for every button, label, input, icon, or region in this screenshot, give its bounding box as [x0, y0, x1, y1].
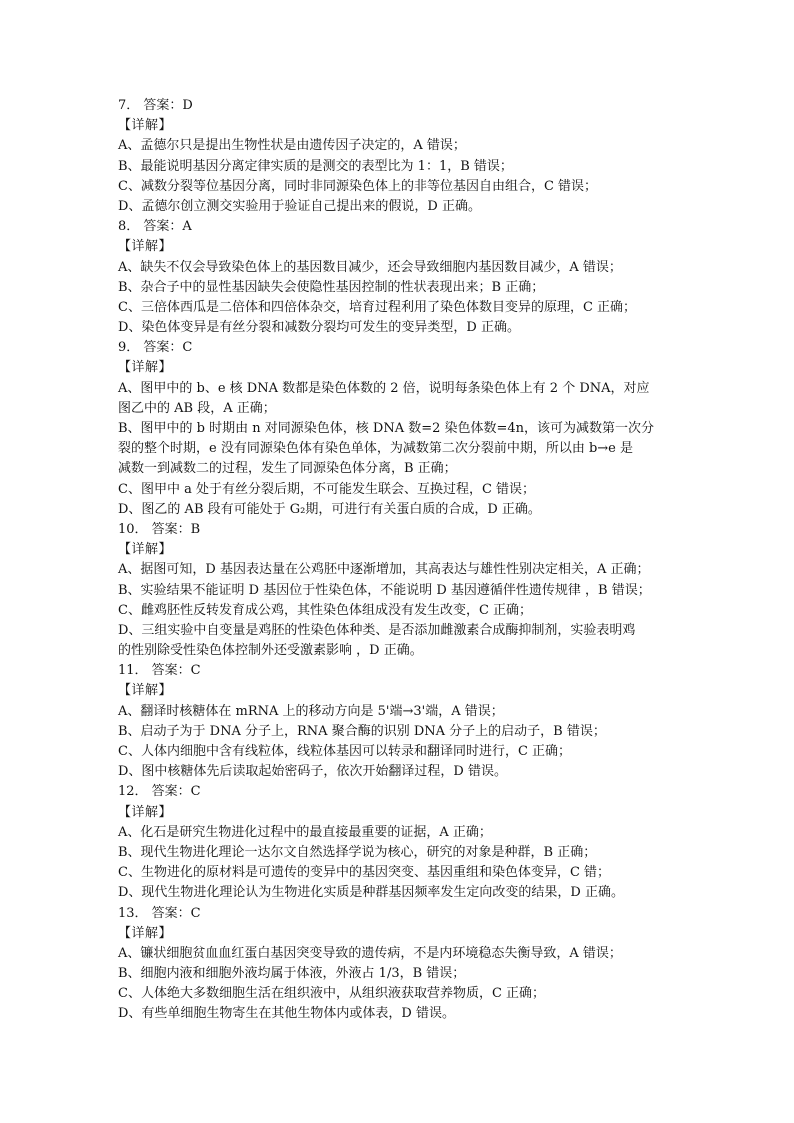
answer-heading: 9． 答案：C [118, 340, 193, 356]
explanation-line: B、现代生物进化理论一达尔文自然选择学说为核心，研究的对象是种群，B 正确； [118, 844, 597, 860]
detail-label: 【详解】 [118, 542, 173, 558]
question-block-9 [118, 338, 666, 520]
detail-label: 【详解】 [118, 683, 173, 699]
explanation-line: B、最能说明基因分离定律实质的是测交的表型比为 1：1，B 错误； [118, 158, 513, 174]
explanation-line: D、孟德尔创立测交实验用于验证自己提出来的假说，D 正确。 [118, 198, 481, 214]
explanation-line: A、缺失不仅会导致染色体上的基因数目减少，还会导致细胞内基因数目减少，A 错误； [118, 259, 622, 275]
answer-heading: 7． 答案：D [118, 98, 193, 113]
answer-heading: 8． 答案：A [118, 219, 192, 235]
answer-document [118, 96, 666, 1025]
detail-label: 【详解】 [118, 118, 173, 134]
answer-heading: 10． 答案：B [118, 521, 201, 537]
question-block-7 [118, 96, 666, 217]
question-block-8 [118, 217, 666, 338]
explanation-line: B、细胞内液和细胞外液均属于体液，外液占 1/3，B 错误； [118, 966, 466, 982]
explanation-line: C、生物进化的原材料是可遗传的变异中的基因突变、基因重组和染色体变异，C 错； [118, 865, 611, 881]
explanation-line: C、人体内细胞中含有线粒体，线粒体基因可以转录和翻译同时进行，C 正确； [118, 744, 572, 759]
explanation-line: D、有些单细胞生物寄生在其他生物体内或体表，D 错误。 [118, 1006, 455, 1022]
detail-label: 【详解】 [118, 804, 173, 820]
explanation-line: B、图甲中的 b 时期由 n 对同源染色体，核 DNA 数=2 染色体数=4n，该可为减数第一次分 [118, 421, 655, 436]
explanation-line: B、实验结果不能证明 D 基因位于性染色体，不能说明 D 基因遵循伴性遗传规律 ，B 错误； [118, 582, 651, 598]
answer-heading: 12． 答案：C [118, 784, 201, 800]
explanation-line: C、人体绝大多数细胞生活在组织液中，从组织液获取营养物质，C 正确； [118, 986, 546, 1002]
answer-heading: 11． 答案：C [118, 663, 201, 679]
explanation-line: B、杂合子中的显性基因缺失会使隐性基因控制的性状表现出来；B 正确； [118, 279, 545, 295]
explanation-line: A、图甲中的 b、e 核 DNA 数都是染色体数的 2 倍，说明每条染色体上有 2 个 DNA，对应 [118, 380, 650, 396]
explanation-line: C、三倍体西瓜是二倍体和四倍体杂交，培育过程利用了染色体数目变异的原理，C 正确； [118, 299, 637, 315]
explanation-line: 的性别除受性染色体控制外还受激素影响 ，D 正确。 [118, 643, 423, 659]
detail-label: 【详解】 [118, 360, 173, 376]
explanation-line: D、图乙的 AB 段有可能处于 G₂期，可进行有关蛋白质的合成，D 正确。 [118, 501, 541, 517]
explanation-line: A、化石是研究生物进化过程中的最直接最重要的证据，A 正确； [118, 824, 492, 840]
explanation-line: B、启动子为于 DNA 分子上，RNA 聚合酶的识别 DNA 分子上的启动子，B 错误； [118, 723, 606, 739]
question-block-10 [118, 520, 666, 661]
explanation-line: A、孟德尔只是提出生物性状是由遗传因子决定的，A 错误； [118, 138, 466, 154]
explanation-line: D、现代生物进化理论认为生物进化实质是种群基因频率发生定向改变的结果，D 正确。 [118, 885, 624, 901]
question-block-12 [118, 782, 666, 903]
explanation-line: D、染色体变异是有丝分裂和减数分裂均可发生的变异类型，D 正确。 [118, 320, 520, 336]
explanation-line: 图乙中的 AB 段，A 正确； [118, 400, 276, 416]
answer-heading: 13． 答案：C [118, 905, 201, 921]
explanation-line: D、图中核糖体先后读取起始密码子，依次开始翻译过程，D 错误。 [118, 764, 507, 780]
explanation-line: D、三组实验中自变量是鸡胚的性染色体种类、是否添加雌激素合成酶抑制剂，实验表明鸡 [118, 622, 636, 638]
explanation-line: A、据图可知，D 基因表达量在公鸡胚中逐渐增加，其高表达与雄性性别决定相关，A 正确； [118, 562, 650, 578]
question-block-11 [118, 661, 666, 782]
explanation-line: C、雌鸡胚性反转发育成公鸡，其性染色体组成没有发生改变，C 正确； [118, 602, 533, 618]
explanation-line: A、镰状细胞贫血血红蛋白基因突变导致的遗传病，不是内环境稳态失衡导致，A 错误； [118, 945, 622, 961]
explanation-line: A、翻译时核糖体在 mRNA 上的移动方向是 5'端→3'端，A 错误； [118, 703, 504, 719]
explanation-line: C、减数分裂等位基因分离，同时非同源染色体上的非等位基因自由组合，C 错误； [118, 178, 598, 194]
detail-label: 【详解】 [118, 925, 173, 941]
detail-label: 【详解】 [118, 239, 173, 255]
explanation-line: 裂的整个时期，e 没有同源染色体有染色单体，为减数第二次分裂前中期，所以由 b→e 是 [118, 441, 633, 457]
question-block-13 [118, 904, 666, 1025]
explanation-line: 减数一到减数二的过程，发生了同源染色体分离，B 正确； [118, 461, 457, 477]
explanation-line: C、图甲中 a 处于有丝分裂后期，不可能发生联会、互换过程，C 错误； [118, 481, 536, 497]
